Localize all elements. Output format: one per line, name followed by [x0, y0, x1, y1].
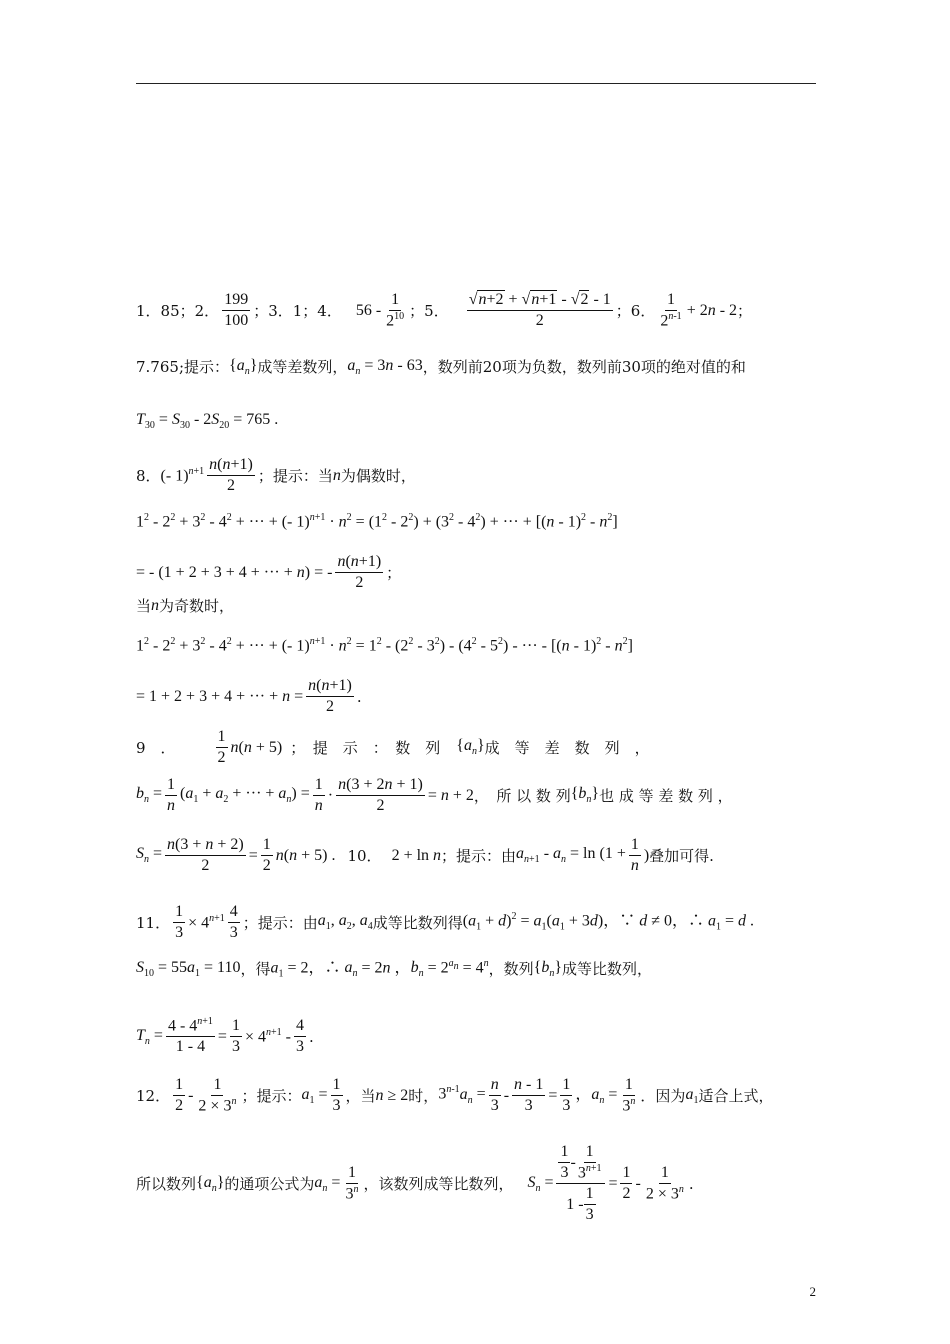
fraction-1-over-2pown: $\frac{1}{2^{n-1}}$: [660, 291, 682, 330]
page-number: 2: [809, 1284, 816, 1299]
fraction-sqrt: $\frac{√n+2 + √n+1 - √2 - 1}{2}$: [468, 291, 611, 330]
answer-8: 8． (- 1)$^{n+1}$ $\frac{n(n+1)}{2}$ ；提示：当 n 为偶数时，: [136, 456, 416, 494]
answers-1-6: 1．85；2． $\frac{199}{100}$ ；3．1；4． 56 - $\frac{1}{2^{10}}$ ；5． $\frac{√n+2 + √n+1 - √2 - 1}{2}$ ；6． $\frac{1}{2^{n-1}}$ + 2n - 2 ；: [136, 291, 753, 330]
answer-9-sum-and-10: $S_n$ = $\frac{n(3 + n + 2)}{2}$ = $\frac{1}{2}$ n(n + 5) . 10． 2 + ln n ；提示：由 $a_{n+1} - a_n = \ln (1$ + $\frac{1}{n}$ ) 叠加可得.: [136, 836, 714, 874]
answer-12: 12． $\frac{1}{2}$ - $\frac{1}{2 \times 3^n}$ ；提示： $a_1$ = $\frac{1}{3}$ ，当 n ≥ 2 时， $3^{n-1}a_n$ = $\frac{n}{3}$ - $\frac{n - 1}{3}$ = $\frac{1}{3}$ ，$a_n$ = $\frac{1}{3^n}$ ．因为 $a_1$ 适合上式，: [136, 1076, 774, 1115]
fraction-1-over-2pow10: $\frac{1}{2^{10}}$: [386, 291, 405, 330]
answer-9: 9 ． $\frac{1}{2}$ n(n + 5) ； 提 示 ： 数 列 $\{a_n\}$ 成 等 差 数 列 ，: [136, 728, 650, 766]
fraction-199-100: $\frac{199}{100}$: [224, 291, 249, 330]
equation-odd-2: = 1 + 2 + 3 + 4 + ··· + n = $\frac{n(n+1)}{2}$ .: [136, 677, 362, 715]
answer-12-b: 所以数列 $\{a_n\}$ 的通项公式为 $a_n$ = $\frac{1}{3^n}$ ，该数列成等比数列， $S_n$ = $\frac{1}{3}$ - $\frac{1}{3^{n+1}}$ 1 - $\frac{1}{3}$ = $\frac{1}{2}$ - $\frac{1}{2 \times 3^n}$ .: [136, 1143, 694, 1224]
answer-11: 11． $\frac{1}{3}$ × $4^{n+1}$ $\frac{4}{3}$ ；提示：由 $a_1$, $a_2$, $a_4$ 成等比数列得 $(a_1 + d)^2 = a_1(a_1 + 3d)$，∵ d ≠ 0，∴ $a_1 = d$ .: [136, 903, 755, 941]
answer-7-result: $T_{30} = S_{30} - 2S_{20} = 765$ .: [136, 411, 279, 432]
equation-even-1: $1^2 - 2^2 + 3^2 - 4^2$ + ··· + (- $1)^{n+1} \cdot n^2 = (1^2 - 2^2) + (3^2 - 4^2)$ + ··· + $[(n - 1)^2 - n^2]$: [136, 512, 618, 531]
header-rule: [136, 83, 816, 84]
compound-fraction: $\frac{1}{3}$ - $\frac{1}{3^{n+1}}$ 1 - $\frac{1}{3}$: [556, 1142, 605, 1225]
equation-odd-1: $1^2 - 2^2 + 3^2 - 4^2$ + ··· + (- $1)^{n+1} \cdot n^2 = 1^2 - (2^2 - 3^2) - (4^2 - 5^2)$ - ··· - $[(n - 1)^2 - n^2]$: [136, 636, 633, 655]
odd-case: 当 n 为奇数时，: [136, 596, 235, 615]
answer-11-t: $T_n$ = $\frac{4 - 4^{n+1}}{1 - 4}$ = $\frac{1}{3}$ × $4^{n+1}$ - $\frac{4}{3}$ .: [136, 1016, 314, 1056]
answer-11-b: $S_{10} = 55a_1 = 110$ ，得 $a_1 = 2$，∴ $a_n = 2n$ ，$b_n = 2^{a_n} = 4^n$ ，数列 $\{b_n\}$ 成等比数列，: [136, 958, 653, 980]
equation-even-2: = - (1 + 2 + 3 + 4 + ··· + n) = - $\frac{n(n+1)}{2}$ ；: [136, 553, 402, 591]
answer-9-b: $b_n$ = $\frac{1}{n}$ ($a_1 + a_2$ + ··· + $a_n$) = $\frac{1}{n}$ · $\frac{n(3 + 2n + 1)}{2}$ = n + 2 ， 所 以 数 列 $\{b_n\}$ 也 成 等 差 数 列 ，: [136, 776, 733, 814]
answer-7: 7.765;提示： $\{a_n\}$ 成等差数列， $a_n = 3n - 63$ ，数列前20项为负数，数列前30项的绝对值的和: [136, 357, 746, 378]
